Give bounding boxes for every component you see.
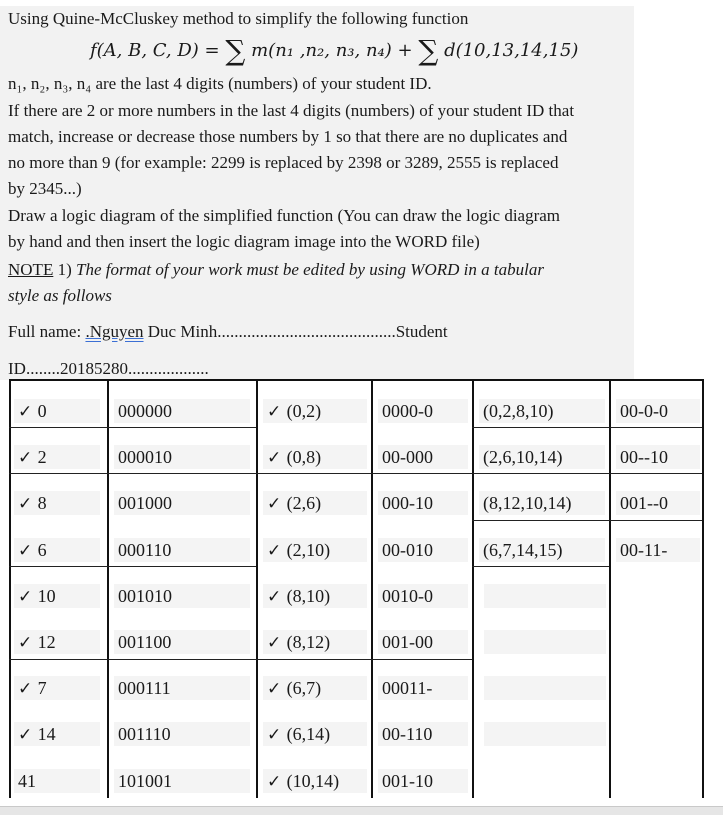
pair-binary-cell <box>378 538 468 562</box>
table-column-rule <box>609 379 611 798</box>
group-binary-cell <box>616 399 700 423</box>
binary-cell-text: 000111 <box>118 678 171 699</box>
table-row-rule <box>472 566 609 567</box>
binary-cell <box>114 769 250 793</box>
pair-cell-text: (8,10) <box>286 585 331 606</box>
fullname-line <box>8 319 448 345</box>
table-column-rule <box>702 379 704 798</box>
draw-instruction-line-2: by hand and then insert the logic diagram image into the WORD file) <box>8 232 480 251</box>
binary-cell <box>114 722 250 746</box>
group-cell <box>479 538 605 562</box>
pair-cell <box>263 399 367 423</box>
binary-cell-text: 001010 <box>118 585 172 606</box>
note-label: NOTE <box>8 260 54 279</box>
pair-binary-cell-text: 001-10 <box>382 770 433 791</box>
group-binary-cell <box>616 538 700 562</box>
draw-instruction-line-1: Draw a logic diagram of the simplified function (You can draw the logic diagram <box>8 206 561 225</box>
pair-cell <box>263 630 367 654</box>
binary-cell <box>114 538 250 562</box>
minterm-cell-text: 0 <box>37 401 47 421</box>
binary-cell <box>114 676 250 700</box>
pair-binary-cell <box>378 584 468 608</box>
fullname-value: .Nguyen <box>85 322 144 341</box>
empty-group-cell <box>484 676 606 700</box>
minterm-cell <box>14 676 100 700</box>
group-binary-cell-text: 00-11- <box>620 539 668 560</box>
minterm-cell-text: 10 <box>37 585 56 606</box>
pair-cell-text: (0,2) <box>286 401 322 421</box>
table-row-rule <box>9 566 256 567</box>
fullname-rest: Duc Minh..........................................Student <box>143 322 448 341</box>
pair-cell-text: (0,8) <box>286 447 322 468</box>
minterm-cell-text: 7 <box>37 678 47 699</box>
empty-group-cell <box>484 630 606 654</box>
binary-cell-text: 001110 <box>118 724 171 745</box>
pair-cell-text: (2,10) <box>286 539 331 560</box>
minterm-cell-text: 2 <box>37 447 47 468</box>
note-number: 1) <box>53 260 76 279</box>
pair-cell <box>263 584 367 608</box>
check-icon: ✓ <box>267 448 287 469</box>
pair-binary-cell-text: 0010-0 <box>382 585 433 606</box>
pair-binary-cell <box>378 445 468 469</box>
pair-cell-text: (6,14) <box>286 724 331 745</box>
table-column-rule <box>107 379 109 798</box>
pair-binary-cell-text: 0000-0 <box>382 401 433 421</box>
binary-cell-text: 000110 <box>118 539 172 560</box>
check-icon: ✓ <box>18 540 38 561</box>
formula-lhs: f(A, B, C, D) = <box>90 40 220 61</box>
table-row-rule <box>9 659 256 660</box>
pair-binary-cell-text: 000-10 <box>382 493 433 514</box>
table-top-border <box>9 379 704 381</box>
check-icon: ✓ <box>18 586 38 607</box>
function-formula <box>90 34 578 67</box>
note-line-2: style as follows <box>8 286 112 305</box>
binary-cell <box>114 630 250 654</box>
table-row-rule <box>256 659 472 660</box>
minterm-cell <box>14 445 100 469</box>
binary-cell <box>114 491 250 515</box>
pair-cell-text: (8,12) <box>286 632 331 652</box>
check-icon: ✓ <box>18 494 38 515</box>
table-row-rule <box>472 520 609 521</box>
binary-cell <box>114 399 250 423</box>
pair-binary-cell-text: 00-110 <box>382 724 433 745</box>
check-icon: ✓ <box>267 402 287 422</box>
minterm-cell-text: 6 <box>37 539 47 560</box>
pair-binary-cell-text: 00-000 <box>382 447 433 468</box>
table-column-rule <box>472 379 474 798</box>
table-column-rule <box>371 379 373 798</box>
minterm-cell <box>14 491 100 515</box>
group-cell-text: (2,6,10,14) <box>483 447 563 468</box>
pair-binary-cell <box>378 676 468 700</box>
binary-cell-text: 001000 <box>118 493 172 514</box>
check-icon: ✓ <box>267 725 287 746</box>
binary-cell-text: 000000 <box>118 401 172 421</box>
table-row-rule <box>472 427 609 428</box>
pair-binary-cell <box>378 630 468 654</box>
pair-cell <box>263 491 367 515</box>
table-row-rule <box>9 427 256 428</box>
pair-cell-text: (6,7) <box>286 678 322 699</box>
minterm-cell <box>14 584 100 608</box>
minterm-cell-text: 41 <box>18 770 36 791</box>
table-row-rule <box>609 473 702 474</box>
minterm-cell-text: 8 <box>37 493 47 514</box>
note-line-1 <box>8 257 544 283</box>
pair-cell <box>263 769 367 793</box>
formula-minterms: m(n₁ ,n₂, n₃, n₄) + <box>251 40 413 61</box>
pair-binary-cell <box>378 491 468 515</box>
group-cell <box>479 445 605 469</box>
binary-cell-text: 000010 <box>118 447 172 468</box>
binary-cell <box>114 445 250 469</box>
fullname-label: Full name: <box>8 322 86 341</box>
group-cell <box>479 491 605 515</box>
check-icon: ✓ <box>18 725 38 746</box>
group-binary-cell <box>616 445 700 469</box>
check-icon: ✓ <box>267 771 287 792</box>
digits-text: n₁, n₂, n₃, n₄ are the last 4 digits (numbers) of your student ID. <box>8 74 432 93</box>
pair-binary-cell-text: 00011- <box>382 678 433 699</box>
check-icon: ✓ <box>18 402 38 422</box>
minterm-cell <box>14 769 100 793</box>
pair-binary-cell <box>378 722 468 746</box>
check-icon: ✓ <box>18 679 38 700</box>
intro-text: Using Quine-McCluskey method to simplify the following function <box>8 9 469 28</box>
check-icon: ✓ <box>18 633 38 653</box>
binary-cell-text: 101001 <box>118 770 172 791</box>
pair-cell-text: (10,14) <box>286 770 340 791</box>
table-column-rule <box>9 379 11 798</box>
check-icon: ✓ <box>267 540 287 561</box>
pair-cell <box>263 538 367 562</box>
note-text-1: The format of your work must be edited by using WORD in a tabular <box>76 260 544 279</box>
pair-cell <box>263 676 367 700</box>
pair-cell <box>263 445 367 469</box>
minterm-cell-text: 12 <box>37 632 56 652</box>
minterm-cell <box>14 630 100 654</box>
check-icon: ✓ <box>267 494 287 515</box>
table-row-rule <box>609 427 702 428</box>
minterm-cell <box>14 538 100 562</box>
group-cell-text: (6,7,14,15) <box>483 539 563 560</box>
student-id-line: ID........20185280................... <box>8 359 209 378</box>
table-row-rule <box>609 520 702 521</box>
minterm-cell <box>14 722 100 746</box>
group-binary-cell-text: 00-0-0 <box>620 401 668 421</box>
sigma-symbol-2: ∑ <box>418 34 439 67</box>
binary-cell <box>114 584 250 608</box>
formula-dontcare: d(10,13,14,15) <box>444 40 579 61</box>
check-icon: ✓ <box>267 633 287 653</box>
pair-binary-cell-text: 00-010 <box>382 539 433 560</box>
duplicate-rule-line-1: If there are 2 or more numbers in the last 4 digits (numbers) of your student ID that <box>8 101 575 120</box>
minterm-cell-text: 14 <box>37 724 56 745</box>
pair-binary-cell <box>378 769 468 793</box>
quine-mccluskey-table <box>9 379 704 798</box>
check-icon: ✓ <box>267 586 287 607</box>
table-column-rule <box>256 379 258 798</box>
minterm-cell <box>14 399 100 423</box>
pair-binary-cell <box>378 399 468 423</box>
group-binary-cell <box>616 491 700 515</box>
group-binary-cell-text: 00--10 <box>620 447 668 468</box>
binary-cell-text: 001100 <box>118 632 172 652</box>
empty-group-cell <box>484 584 606 608</box>
pair-cell-text: (2,6) <box>286 493 322 514</box>
group-cell <box>479 399 605 423</box>
empty-group-cell <box>484 722 606 746</box>
duplicate-rule-line-4: by 2345...) <box>8 179 82 198</box>
table-row-rule <box>256 473 472 474</box>
group-binary-cell-text: 001--0 <box>620 493 668 514</box>
check-icon: ✓ <box>267 679 287 700</box>
duplicate-rule-line-3: no more than 9 (for example: 2299 is replaced by 2398 or 3289, 2555 is replaced <box>8 153 559 172</box>
pair-binary-cell-text: 001-00 <box>382 632 433 652</box>
pair-cell <box>263 722 367 746</box>
group-cell-text: (8,12,10,14) <box>483 493 572 514</box>
group-cell-text: (0,2,8,10) <box>483 401 554 421</box>
table-row-rule <box>472 473 609 474</box>
check-icon: ✓ <box>18 448 38 469</box>
duplicate-rule-line-2: match, increase or decrease those numbers by 1 so that there are no duplicates and <box>8 127 568 146</box>
table-row-rule <box>9 473 256 474</box>
sigma-symbol: ∑ <box>225 34 246 67</box>
